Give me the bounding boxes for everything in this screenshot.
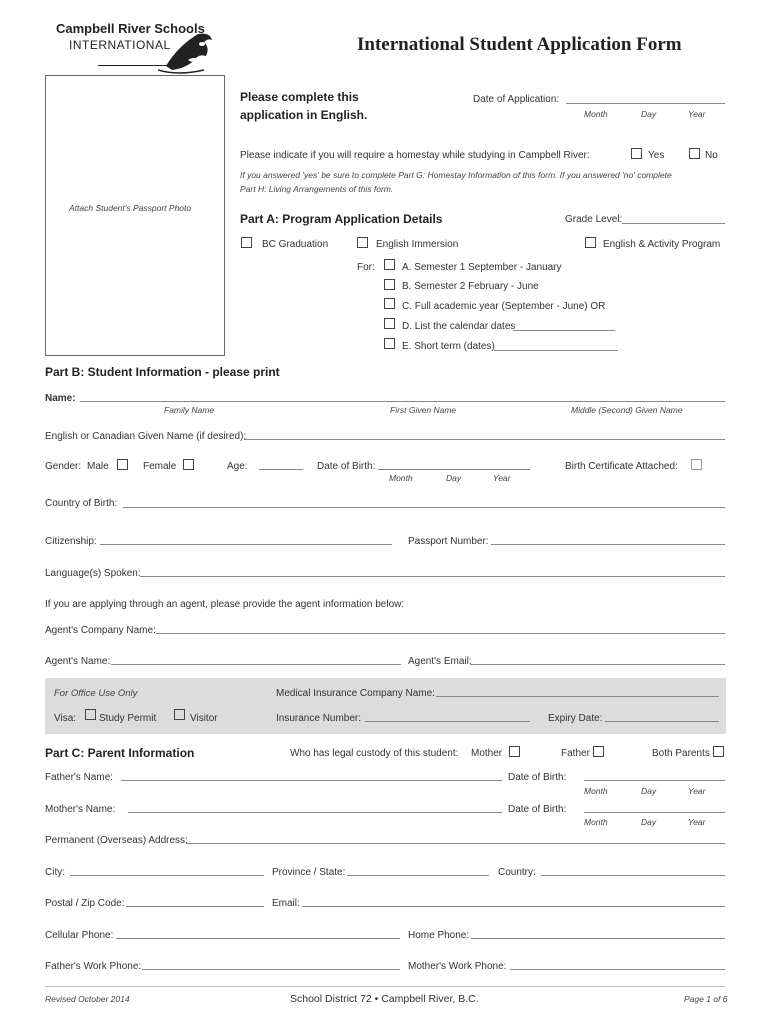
study-permit-checkbox[interactable] bbox=[85, 709, 96, 720]
homestay-note-line2: Part H: Living Arrangements of this form. bbox=[240, 184, 394, 194]
english-name-label: English or Canadian Given Name (if desired): bbox=[45, 431, 247, 442]
email-label: Email: bbox=[272, 898, 300, 909]
mothers-name-label: Mother's Name: bbox=[45, 804, 116, 815]
address-field[interactable] bbox=[186, 843, 725, 844]
cell-label: Cellular Phone: bbox=[45, 930, 114, 941]
homestay-question: Please indicate if you will require a homestay while studying in Campbell River: bbox=[240, 150, 590, 161]
languages-field[interactable] bbox=[140, 576, 725, 577]
english-activity-checkbox[interactable] bbox=[585, 237, 596, 248]
option-e-field[interactable] bbox=[494, 350, 618, 351]
postal-label: Postal / Zip Code: bbox=[45, 898, 125, 909]
intro-line1: Please complete this bbox=[240, 90, 359, 104]
visitor-checkbox[interactable] bbox=[174, 709, 185, 720]
mother-dob-field[interactable] bbox=[584, 812, 725, 813]
cell-field[interactable] bbox=[116, 938, 400, 939]
option-e-checkbox[interactable] bbox=[384, 338, 395, 349]
address-label: Permanent (Overseas) Address: bbox=[45, 835, 188, 846]
option-b-label: B. Semester 2 February - June bbox=[402, 281, 539, 292]
office-use-box bbox=[45, 678, 726, 734]
part-a-heading: Part A: Program Application Details bbox=[240, 212, 443, 226]
mother-dob-month-hint: Month bbox=[584, 817, 608, 827]
custody-mother-label: Mother bbox=[471, 748, 503, 759]
english-immersion-label: English Immersion bbox=[376, 239, 459, 250]
home-phone-field[interactable] bbox=[471, 938, 725, 939]
father-dob-field[interactable] bbox=[584, 780, 725, 781]
father-work-field[interactable] bbox=[142, 969, 400, 970]
agent-email-field[interactable] bbox=[470, 664, 725, 665]
mother-dob-year-hint: Year bbox=[688, 817, 706, 827]
home-phone-label: Home Phone: bbox=[408, 930, 470, 941]
insurance-number-label: Insurance Number: bbox=[276, 713, 362, 724]
gender-label: Gender: bbox=[45, 461, 82, 472]
option-c-label: C. Full academic year (September - June) OR bbox=[402, 301, 606, 312]
father-dob-day-hint: Day bbox=[641, 786, 657, 796]
student-dob-field[interactable] bbox=[378, 469, 530, 470]
province-field[interactable] bbox=[347, 875, 489, 876]
day-hint: Day bbox=[641, 109, 657, 119]
footer-page: Page 1 of 6 bbox=[684, 994, 728, 1004]
age-field[interactable] bbox=[259, 469, 303, 470]
part-c-heading: Part C: Parent Information bbox=[45, 746, 195, 760]
mother-dob-day-hint: Day bbox=[641, 817, 657, 827]
father-dob-year-hint: Year bbox=[688, 786, 706, 796]
name-field[interactable] bbox=[80, 401, 725, 402]
mother-work-label: Mother's Work Phone: bbox=[408, 961, 507, 972]
grade-level-label: Grade Level: bbox=[565, 214, 623, 225]
option-b-checkbox[interactable] bbox=[384, 279, 395, 290]
homestay-yes-label: Yes bbox=[648, 150, 665, 161]
option-d-field[interactable] bbox=[513, 330, 615, 331]
father-work-label: Father's Work Phone: bbox=[45, 961, 142, 972]
agent-name-label: Agent's Name: bbox=[45, 656, 111, 667]
student-dob-label: Date of Birth: bbox=[317, 461, 376, 472]
custody-both-checkbox[interactable] bbox=[713, 746, 724, 757]
name-label: Name: bbox=[45, 393, 76, 404]
english-name-field[interactable] bbox=[244, 439, 725, 440]
year-hint: Year bbox=[688, 109, 706, 119]
date-of-application-label: Date of Application: bbox=[473, 94, 560, 105]
custody-father-checkbox[interactable] bbox=[593, 746, 604, 757]
month-hint: Month bbox=[584, 109, 608, 119]
footer-revised: Revised October 2014 bbox=[45, 994, 130, 1004]
english-immersion-checkbox[interactable] bbox=[357, 237, 368, 248]
option-d-checkbox[interactable] bbox=[384, 318, 395, 329]
intro-line2: application in English. bbox=[240, 108, 368, 122]
female-checkbox[interactable] bbox=[183, 459, 194, 470]
father-dob-month-hint: Month bbox=[584, 786, 608, 796]
student-dob-year-hint: Year bbox=[493, 473, 511, 483]
office-use-heading: For Office Use Only bbox=[54, 688, 138, 699]
logo-text-line1: Campbell River Schools bbox=[56, 21, 205, 36]
agent-company-label: Agent's Company Name: bbox=[45, 625, 156, 636]
male-label: Male bbox=[87, 461, 109, 472]
citizenship-field[interactable] bbox=[100, 544, 392, 545]
form-title: International Student Application Form bbox=[357, 34, 682, 55]
female-label: Female bbox=[143, 461, 177, 472]
fathers-name-label: Father's Name: bbox=[45, 772, 114, 783]
birth-cert-checkbox[interactable] bbox=[691, 459, 702, 470]
agent-name-field[interactable] bbox=[111, 664, 401, 665]
option-e-label: E. Short term (dates) bbox=[402, 341, 495, 352]
family-name-hint: Family Name bbox=[164, 405, 215, 415]
custody-both-label: Both Parents bbox=[652, 748, 710, 759]
orca-logo-icon bbox=[158, 26, 218, 76]
first-given-name-hint: First Given Name bbox=[390, 405, 457, 415]
custody-label: Who has legal custody of this student: bbox=[290, 748, 459, 759]
photo-caption: Attach Student's Passport Photo bbox=[69, 203, 192, 213]
student-dob-day-hint: Day bbox=[446, 473, 462, 483]
student-dob-month-hint: Month bbox=[389, 473, 413, 483]
option-a-checkbox[interactable] bbox=[384, 259, 395, 270]
homestay-no-checkbox[interactable] bbox=[689, 148, 700, 159]
province-label: Province / State: bbox=[272, 867, 346, 878]
male-checkbox[interactable] bbox=[117, 459, 128, 470]
middle-given-name-hint: Middle (Second) Given Name bbox=[571, 405, 683, 415]
footer-divider bbox=[45, 986, 725, 987]
father-dob-label: Date of Birth: bbox=[508, 772, 567, 783]
fathers-name-field[interactable] bbox=[121, 780, 502, 781]
passport-photo-box[interactable] bbox=[45, 75, 225, 355]
country-of-birth-label: Country of Birth: bbox=[45, 498, 118, 509]
country-of-birth-field[interactable] bbox=[123, 507, 725, 508]
custody-father-label: Father bbox=[561, 748, 590, 759]
bc-graduation-checkbox[interactable] bbox=[241, 237, 252, 248]
homestay-yes-checkbox[interactable] bbox=[631, 148, 642, 159]
homestay-no-label: No bbox=[705, 150, 718, 161]
custody-mother-checkbox[interactable] bbox=[509, 746, 520, 757]
visitor-label: Visitor bbox=[190, 713, 218, 724]
homestay-note-line1: If you answered 'yes' be sure to complete Part G: Homestay Information of this form. If you answered 'no' complete bbox=[240, 170, 672, 180]
passport-label: Passport Number: bbox=[408, 536, 489, 547]
for-label: For: bbox=[357, 262, 375, 273]
postal-field[interactable] bbox=[126, 906, 264, 907]
mother-dob-label: Date of Birth: bbox=[508, 804, 567, 815]
mother-work-field[interactable] bbox=[510, 969, 725, 970]
expiry-label: Expiry Date: bbox=[548, 713, 603, 724]
agent-company-field[interactable] bbox=[156, 633, 725, 634]
city-label: City: bbox=[45, 867, 65, 878]
footer-district: School District 72 • Campbell River, B.C. bbox=[290, 993, 479, 1005]
mothers-name-field[interactable] bbox=[128, 812, 502, 813]
grade-level-field[interactable] bbox=[622, 223, 725, 224]
citizenship-label: Citizenship: bbox=[45, 536, 97, 547]
english-activity-label: English & Activity Program bbox=[603, 239, 721, 250]
medical-label: Medical Insurance Company Name: bbox=[276, 688, 435, 699]
study-permit-label: Study Permit bbox=[99, 713, 157, 724]
option-a-label: A. Semester 1 September - January bbox=[402, 262, 562, 273]
email-field[interactable] bbox=[302, 906, 725, 907]
bc-graduation-label: BC Graduation bbox=[262, 239, 329, 250]
passport-field[interactable] bbox=[491, 544, 725, 545]
city-field[interactable] bbox=[70, 875, 264, 876]
date-of-application-field[interactable] bbox=[566, 103, 725, 104]
medical-field[interactable] bbox=[436, 696, 719, 697]
insurance-number-field[interactable] bbox=[365, 721, 530, 722]
birth-cert-label: Birth Certificate Attached: bbox=[565, 461, 678, 472]
country-label: Country: bbox=[498, 867, 536, 878]
option-d-label: D. List the calendar dates bbox=[402, 321, 516, 332]
languages-label: Language(s) Spoken: bbox=[45, 568, 141, 579]
agent-intro: If you are applying through an agent, please provide the agent information below: bbox=[45, 599, 405, 610]
age-label: Age: bbox=[227, 461, 248, 472]
country-field[interactable] bbox=[541, 875, 725, 876]
expiry-field[interactable] bbox=[605, 721, 719, 722]
part-b-heading: Part B: Student Information - please print bbox=[45, 365, 280, 379]
visa-label: Visa: bbox=[54, 713, 77, 724]
agent-email-label: Agent's Email: bbox=[408, 656, 472, 667]
logo-text-line2: INTERNATIONAL bbox=[69, 38, 171, 52]
option-c-checkbox[interactable] bbox=[384, 298, 395, 309]
